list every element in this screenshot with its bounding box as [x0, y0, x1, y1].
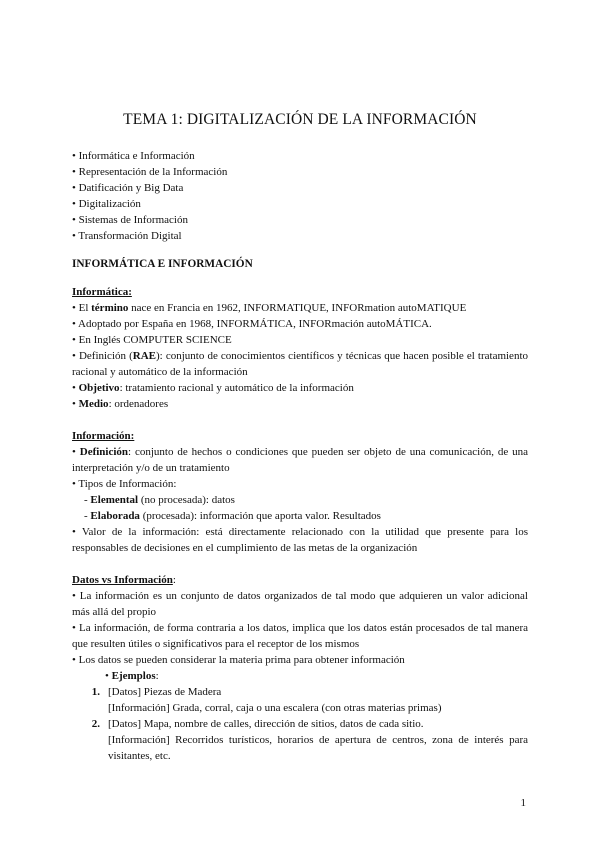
list-number: 2.: [91, 718, 100, 730]
termino-paragraph: • El término nace en Francia en 1962, INFORMATIQUE, INFORmation autoMATIQUE: [72, 302, 467, 314]
list-item: [72, 684, 528, 716]
informacion-section: [72, 428, 528, 556]
section-heading: INFORMÁTICA E INFORMACIÓN: [72, 258, 253, 270]
toc-item: • Datificación y Big Data: [72, 182, 184, 194]
informatica-section: [72, 284, 528, 412]
medio-paragraph: • Medio: ordenadores: [72, 398, 169, 410]
informacion-heading: Información:: [72, 430, 135, 442]
list-number: 1.: [91, 686, 100, 698]
adoptado-paragraph: • Adoptado por España en 1968, INFORMÁTICA, INFORmación autoMÁTICA.: [72, 318, 432, 330]
datos-section: [72, 572, 528, 764]
ingles-paragraph: • En Inglés COMPUTER SCIENCE: [72, 334, 232, 346]
definicion-rae-paragraph: • Definición (RAE): conjunto de conocimientos científicos y técnicas que hacen posible el tratamiento racional y automático de la información: [72, 350, 528, 378]
page-number: 1: [520, 797, 526, 809]
datos-heading: Datos vs Información:: [72, 574, 176, 586]
example-info: [Información] Grada, corral, caja o una escalera (con otras materias primas): [108, 702, 442, 714]
toc-item: • Informática e Información: [72, 150, 195, 162]
toc-item: • Sistemas de Información: [72, 214, 188, 226]
table-of-contents: [72, 148, 528, 244]
document-title: TEMA 1: DIGITALIZACIÓN DE LA INFORMACIÓN: [123, 111, 477, 128]
tipo-elemental: - Elemental (no procesada): datos: [84, 494, 235, 506]
valor-paragraph: • Valor de la información: está directamente relacionado con la utilidad que presente para los responsables de decisiones en el cumplimiento de las metas de la organización: [72, 526, 528, 554]
example-datos: [Datos] Piezas de Madera: [108, 686, 222, 698]
toc-item: • Digitalización: [72, 198, 141, 210]
datos-paragraph-1: • La información es un conjunto de datos organizados de tal modo que adquieren un valor adicional más allá del propio: [72, 590, 528, 618]
document-page: [72, 110, 528, 764]
objetivo-paragraph: • Objetivo: tratamiento racional y automático de la información: [72, 382, 354, 394]
informacion-definicion-paragraph: • Definición: conjunto de hechos o condiciones que pueden ser objeto de una comunicación, de una interpretación y/o de un tratamiento: [72, 446, 528, 474]
ejemplos-label: • Ejemplos:: [105, 670, 159, 682]
informatica-heading: Informática:: [72, 286, 132, 298]
example-datos: [Datos] Mapa, nombre de calles, dirección de sitios, datos de cada sitio.: [108, 718, 424, 730]
examples-list: [72, 684, 528, 764]
tipo-elaborada: - Elaborada (procesada): información que aporta valor. Resultados: [84, 510, 381, 522]
toc-item: • Representación de la Información: [72, 166, 228, 178]
tipos-paragraph: • Tipos de Información:: [72, 478, 177, 490]
toc-item: • Transformación Digital: [72, 230, 182, 242]
example-info: [Información] Recorridos turísticos, horarios de apertura de centros, zona de interés para visitantes, etc.: [108, 734, 528, 762]
datos-paragraph-2: • La información, de forma contraria a los datos, implica que los datos están procesados de tal manera que resulten útiles o significativos para el receptor de los mismos: [72, 622, 528, 650]
list-item: [72, 716, 528, 764]
datos-paragraph-3: • Los datos se pueden considerar la materia prima para obtener información: [72, 654, 405, 666]
